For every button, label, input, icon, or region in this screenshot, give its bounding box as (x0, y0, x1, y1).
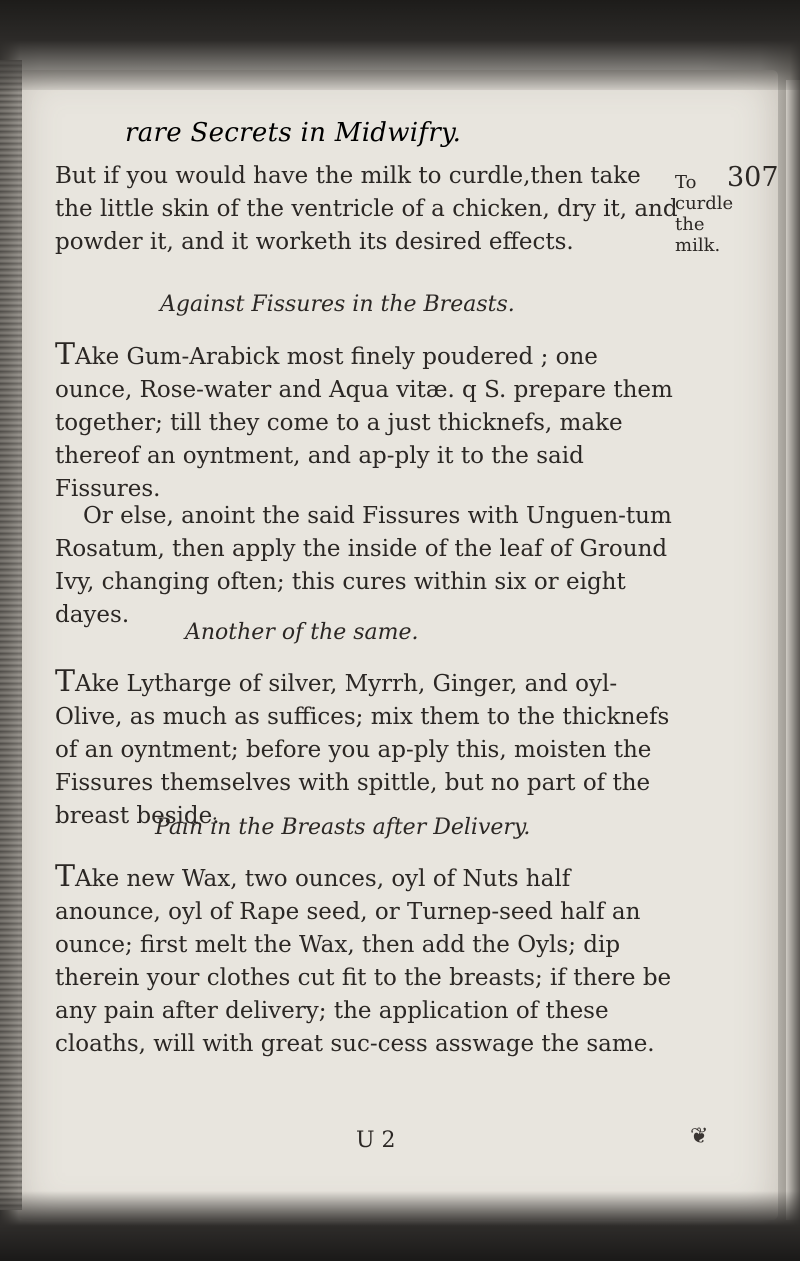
top-scan-shadow (0, 0, 800, 90)
catchword: U 2 (356, 1128, 396, 1153)
running-head: rare Secrets in Midwifry. (125, 118, 462, 148)
printer-ornament-icon: ❦ (690, 1124, 709, 1149)
paragraph-lytharge (55, 665, 680, 833)
paragraph-new-wax-text: Ake new Wax, two ounces, oyl of Nuts half anounce, oyl of Rape seed, or Turnep-seed half an ounce; first melt the Wax, then add the Oyls; dip therein your clothes cut fit to the breasts; if there be any pain after delivery; the application of these cloaths, will with great suc-cess asswage the same. (55, 866, 672, 1057)
intro-paragraph: But if you would have the milk to curdle,then take the little skin of the ventricle of a chicken, dry it, and powder it, and it worketh its desired effects. (55, 163, 678, 255)
page-right-edge (786, 80, 800, 1220)
bottom-scan-shadow (0, 1191, 800, 1261)
paragraph-gum-arabick (55, 338, 680, 506)
section-heading-another: Another of the same. (185, 620, 419, 645)
page-number: 307 (727, 162, 779, 193)
paragraph-gum-arabick-text: Ake Gum-Arabick most finely poudered ; one ounce, Rose-water and Aqua vitæ. q S. prepare them together; till they come to a just thicknefs, make thereof an oyntment, and ap-ply it to the said Fissures. (55, 344, 673, 502)
paragraph-or-else: Or else, anoint the said Fissures with Unguen-tum Rosatum, then apply the inside of the leaf of Ground Ivy, changing often; this cures within six or eight dayes. (55, 503, 672, 628)
drop-cap-t-2: T (55, 664, 76, 699)
paragraph-lytharge-text: Ake Lytharge of silver, Myrrh, Ginger, and oyl-Olive, as much as suffices; mix them to the thicknefs of an oyntment; before you ap-ply this, moisten the Fissures themselves with spittle, but no part of the breast beside. (55, 671, 670, 829)
paragraph-new-wax (55, 860, 680, 1061)
binding-edge (0, 60, 22, 1210)
drop-cap-t: T (55, 337, 76, 372)
drop-cap-t-3: T (55, 859, 76, 894)
section-heading-fissures: Against Fissures in the Breasts. (160, 292, 515, 317)
marginal-note: To curdle the milk. (675, 172, 734, 256)
section-heading-pain: Pain in the Breasts after Delivery. (155, 815, 531, 840)
